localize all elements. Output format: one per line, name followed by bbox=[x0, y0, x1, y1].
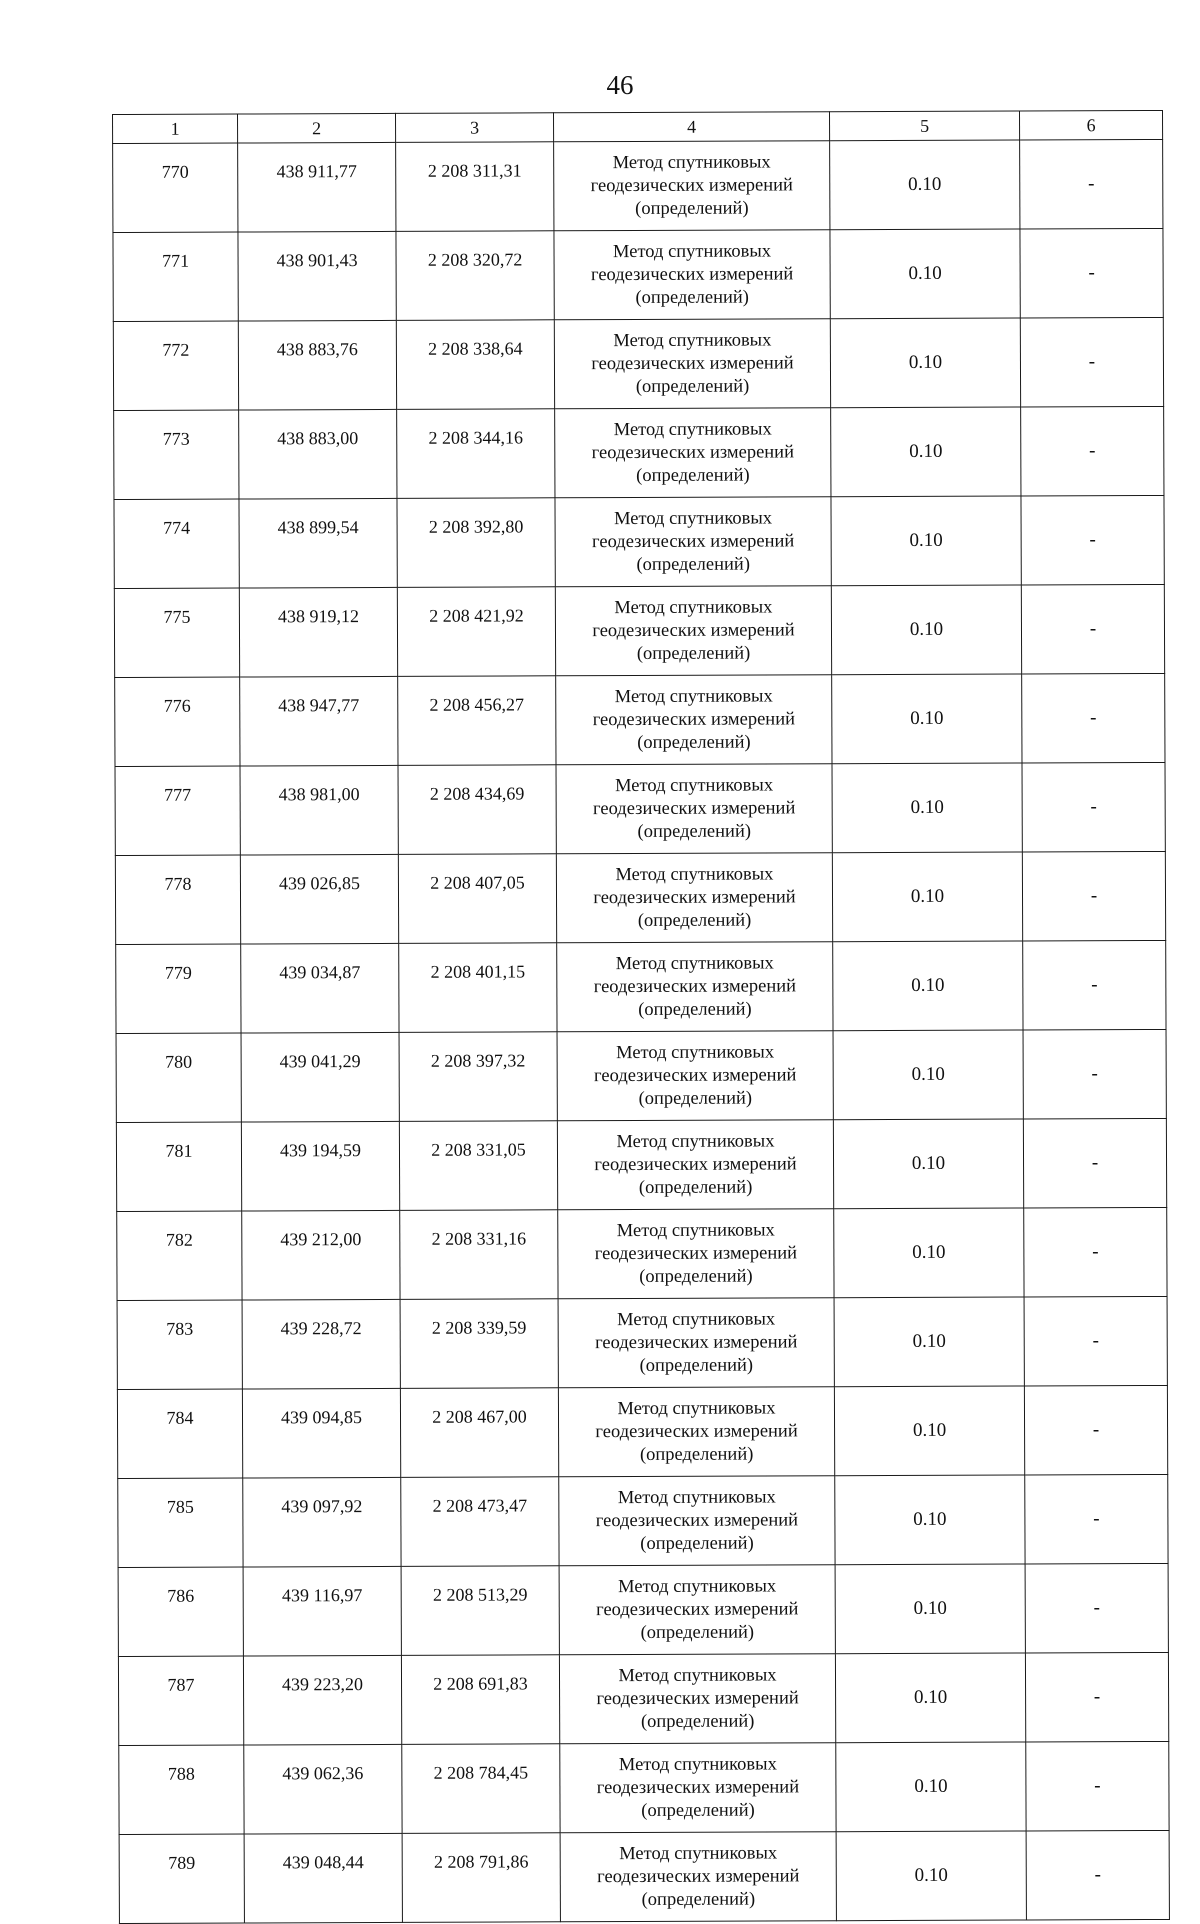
accuracy-cell: 0.10 bbox=[833, 1030, 1023, 1120]
method-line: (определений) bbox=[638, 1177, 753, 1198]
point-number-cell: 781 bbox=[116, 1122, 241, 1211]
point-number-cell: 786 bbox=[118, 1567, 243, 1656]
accuracy-cell: 0.10 bbox=[834, 1297, 1024, 1387]
method-line: Метод спутниковых bbox=[612, 151, 771, 173]
method-line: Метод спутниковых bbox=[612, 240, 772, 262]
point-number-cell: 779 bbox=[116, 944, 241, 1033]
accuracy-cell: 0.10 bbox=[831, 407, 1021, 497]
y-coordinate-cell: 2 208 434,69 bbox=[398, 765, 556, 855]
table-row bbox=[114, 495, 1164, 588]
x-coordinate-cell: 438 901,43 bbox=[238, 231, 396, 321]
method-cell bbox=[557, 1031, 833, 1121]
column-header-5: 5 bbox=[829, 111, 1019, 141]
accuracy-cell: 0.10 bbox=[834, 1386, 1024, 1476]
x-coordinate-cell: 438 899,54 bbox=[239, 498, 397, 588]
table-row bbox=[113, 317, 1163, 410]
point-number-cell: 787 bbox=[118, 1656, 243, 1745]
column-header-2: 2 bbox=[238, 113, 396, 143]
table-row bbox=[118, 1474, 1168, 1567]
method-line: геодезических измерений bbox=[595, 1331, 798, 1353]
method-cell bbox=[559, 1565, 835, 1655]
note-cell: - bbox=[1026, 1741, 1169, 1831]
method-line: (определений) bbox=[637, 732, 751, 753]
point-number-cell: 777 bbox=[115, 766, 240, 855]
point-number-cell: 774 bbox=[114, 499, 239, 588]
method-line: геодезических измерений bbox=[594, 1242, 798, 1264]
accuracy-cell: 0.10 bbox=[836, 1742, 1026, 1832]
x-coordinate-cell: 439 062,36 bbox=[244, 1744, 402, 1834]
table-header-row bbox=[113, 110, 1163, 143]
y-coordinate-cell: 2 208 421,92 bbox=[397, 587, 555, 677]
method-cell bbox=[556, 853, 832, 943]
method-line: геодезических измерений bbox=[591, 530, 795, 552]
method-line: Метод спутниковых bbox=[614, 507, 773, 529]
method-cell bbox=[555, 408, 831, 498]
table-row bbox=[117, 1385, 1167, 1478]
y-coordinate-cell: 2 208 473,47 bbox=[401, 1477, 559, 1567]
method-cell bbox=[558, 1298, 834, 1388]
method-line: геодезических измерений bbox=[590, 263, 794, 285]
method-cell bbox=[555, 497, 831, 587]
accuracy-cell: 0.10 bbox=[833, 1119, 1023, 1209]
table-row bbox=[118, 1563, 1168, 1656]
accuracy-cell: 0.10 bbox=[832, 674, 1022, 764]
method-cell bbox=[560, 1832, 836, 1922]
y-coordinate-cell: 2 208 513,29 bbox=[401, 1566, 559, 1656]
note-cell: - bbox=[1024, 1207, 1167, 1297]
method-line: (определений) bbox=[636, 643, 751, 664]
accuracy-cell: 0.10 bbox=[835, 1564, 1025, 1654]
method-line: Метод спутниковых bbox=[616, 1219, 775, 1241]
column-header-1: 1 bbox=[113, 114, 238, 143]
table-row bbox=[117, 1207, 1167, 1300]
method-line: (определений) bbox=[636, 554, 751, 575]
y-coordinate-cell: 2 208 397,32 bbox=[399, 1032, 557, 1122]
point-number-cell: 783 bbox=[117, 1300, 242, 1389]
table-row bbox=[117, 1296, 1167, 1389]
accuracy-cell: 0.10 bbox=[830, 318, 1020, 408]
table-row bbox=[115, 851, 1165, 944]
accuracy-cell: 0.10 bbox=[835, 1475, 1025, 1565]
accuracy-cell: 0.10 bbox=[836, 1831, 1026, 1921]
method-line: геодезических измерений bbox=[593, 886, 796, 908]
note-cell: - bbox=[1023, 940, 1166, 1030]
accuracy-cell: 0.10 bbox=[835, 1653, 1025, 1743]
table-row bbox=[118, 1652, 1168, 1745]
method-cell bbox=[554, 319, 830, 409]
table-row bbox=[116, 1118, 1166, 1211]
x-coordinate-cell: 439 097,92 bbox=[243, 1477, 401, 1567]
x-coordinate-cell: 439 223,20 bbox=[243, 1655, 401, 1745]
method-line: геодезических измерений bbox=[592, 619, 795, 641]
method-line: (определений) bbox=[638, 999, 752, 1020]
point-number-cell: 780 bbox=[116, 1033, 241, 1122]
y-coordinate-cell: 2 208 791,86 bbox=[402, 1833, 560, 1923]
note-cell: - bbox=[1024, 1296, 1167, 1386]
method-line: геодезических измерений bbox=[594, 1153, 797, 1175]
note-cell: - bbox=[1021, 584, 1164, 674]
method-line: геодезических измерений bbox=[592, 708, 796, 730]
point-number-cell: 772 bbox=[113, 321, 238, 410]
table-row bbox=[113, 139, 1163, 232]
method-line: (определений) bbox=[641, 1889, 756, 1910]
method-line: Метод спутниковых bbox=[615, 863, 774, 885]
method-cell bbox=[554, 141, 830, 231]
method-cell bbox=[556, 675, 832, 765]
accuracy-cell: 0.10 bbox=[830, 140, 1020, 230]
y-coordinate-cell: 2 208 344,16 bbox=[397, 409, 555, 499]
y-coordinate-cell: 2 208 320,72 bbox=[396, 231, 554, 321]
note-cell: - bbox=[1026, 1830, 1169, 1920]
method-line: геодезических измерений bbox=[596, 1687, 799, 1709]
x-coordinate-cell: 438 911,77 bbox=[238, 142, 396, 232]
table-body bbox=[113, 110, 1170, 1923]
x-coordinate-cell: 439 194,59 bbox=[241, 1121, 399, 1211]
method-line: геодезических измерений bbox=[592, 797, 796, 819]
method-line: (определений) bbox=[635, 376, 750, 397]
note-cell: - bbox=[1023, 1118, 1166, 1208]
method-cell bbox=[558, 1387, 834, 1477]
note-cell: - bbox=[1020, 317, 1163, 407]
method-cell bbox=[558, 1209, 834, 1299]
table-row bbox=[119, 1830, 1169, 1923]
column-header-3: 3 bbox=[395, 113, 553, 143]
y-coordinate-cell: 2 208 311,31 bbox=[396, 142, 554, 232]
accuracy-cell: 0.10 bbox=[831, 496, 1021, 586]
y-coordinate-cell: 2 208 392,80 bbox=[397, 498, 555, 588]
method-line: Метод спутниковых bbox=[619, 1842, 778, 1864]
coordinates-table bbox=[112, 110, 1170, 1924]
note-cell: - bbox=[1024, 1385, 1167, 1475]
note-cell: - bbox=[1025, 1563, 1168, 1653]
note-cell: - bbox=[1021, 406, 1164, 496]
method-line: (определений) bbox=[635, 287, 749, 308]
x-coordinate-cell: 438 981,00 bbox=[240, 765, 398, 855]
accuracy-cell: 0.10 bbox=[834, 1208, 1024, 1298]
method-line: (определений) bbox=[639, 1266, 753, 1287]
point-number-cell: 782 bbox=[117, 1211, 242, 1300]
y-coordinate-cell: 2 208 456,27 bbox=[398, 676, 556, 766]
method-cell bbox=[554, 230, 830, 320]
method-cell bbox=[556, 764, 832, 854]
method-cell bbox=[560, 1743, 836, 1833]
table-row bbox=[116, 1029, 1166, 1122]
note-cell: - bbox=[1023, 1029, 1166, 1119]
x-coordinate-cell: 438 947,77 bbox=[240, 676, 398, 766]
note-cell: - bbox=[1022, 851, 1165, 941]
method-line: Метод спутниковых bbox=[614, 596, 773, 618]
x-coordinate-cell: 439 228,72 bbox=[242, 1299, 400, 1389]
method-line: (определений) bbox=[641, 1800, 755, 1821]
method-line: (определений) bbox=[640, 1622, 755, 1643]
point-number-cell: 789 bbox=[119, 1834, 244, 1923]
point-number-cell: 775 bbox=[114, 588, 239, 677]
y-coordinate-cell: 2 208 407,05 bbox=[398, 854, 556, 944]
note-cell: - bbox=[1020, 139, 1163, 229]
column-header-4: 4 bbox=[553, 112, 829, 142]
method-line: геодезических измерений bbox=[597, 1865, 800, 1887]
method-line: геодезических измерений bbox=[590, 174, 793, 196]
method-line: (определений) bbox=[639, 1444, 754, 1465]
method-line: Метод спутниковых bbox=[614, 685, 773, 707]
method-line: (определений) bbox=[637, 821, 752, 842]
method-line: Метод спутниковых bbox=[613, 418, 772, 440]
method-cell bbox=[555, 586, 831, 676]
note-cell: - bbox=[1022, 762, 1165, 852]
x-coordinate-cell: 438 883,00 bbox=[239, 409, 397, 499]
y-coordinate-cell: 2 208 467,00 bbox=[400, 1388, 558, 1478]
x-coordinate-cell: 439 094,85 bbox=[242, 1388, 400, 1478]
method-line: геодезических измерений bbox=[593, 975, 797, 997]
method-line: геодезических измерений bbox=[596, 1776, 800, 1798]
note-cell: - bbox=[1025, 1652, 1168, 1742]
method-line: геодезических измерений bbox=[595, 1420, 798, 1442]
table-row bbox=[114, 584, 1164, 677]
accuracy-cell: 0.10 bbox=[831, 585, 1021, 675]
method-line: геодезических измерений bbox=[591, 352, 794, 374]
y-coordinate-cell: 2 208 339,59 bbox=[400, 1299, 558, 1389]
method-line: геодезических измерений bbox=[591, 441, 794, 463]
method-line: Метод спутниковых bbox=[617, 1486, 776, 1508]
method-line: геодезических измерений bbox=[594, 1064, 797, 1086]
y-coordinate-cell: 2 208 338,64 bbox=[396, 320, 554, 410]
y-coordinate-cell: 2 208 331,16 bbox=[400, 1210, 558, 1300]
x-coordinate-cell: 439 026,85 bbox=[240, 854, 398, 944]
table-row bbox=[114, 406, 1164, 499]
method-line: Метод спутниковых bbox=[617, 1397, 776, 1419]
table-row bbox=[115, 762, 1165, 855]
method-cell bbox=[559, 1654, 835, 1744]
method-line: Метод спутниковых bbox=[615, 952, 774, 974]
accuracy-cell: 0.10 bbox=[830, 229, 1020, 319]
x-coordinate-cell: 439 212,00 bbox=[242, 1210, 400, 1300]
method-line: (определений) bbox=[640, 1533, 754, 1554]
x-coordinate-cell: 438 919,12 bbox=[239, 587, 397, 677]
point-number-cell: 773 bbox=[114, 410, 239, 499]
point-number-cell: 770 bbox=[113, 143, 238, 232]
method-line: Метод спутниковых bbox=[618, 1575, 777, 1597]
method-line: (определений) bbox=[636, 465, 750, 486]
point-number-cell: 771 bbox=[113, 232, 238, 321]
method-line: Метод спутниковых bbox=[618, 1753, 777, 1775]
page-number: 46 bbox=[606, 70, 634, 100]
table-row bbox=[115, 673, 1165, 766]
table-row bbox=[113, 228, 1163, 321]
point-number-cell: 778 bbox=[115, 855, 240, 944]
accuracy-cell: 0.10 bbox=[833, 941, 1023, 1031]
method-line: Метод спутниковых bbox=[616, 1041, 775, 1063]
method-cell bbox=[557, 1120, 833, 1210]
method-line: Метод спутниковых bbox=[613, 329, 772, 351]
method-line: (определений) bbox=[635, 198, 749, 219]
note-cell: - bbox=[1022, 673, 1165, 763]
method-line: (определений) bbox=[637, 910, 752, 931]
x-coordinate-cell: 439 041,29 bbox=[241, 1032, 399, 1122]
x-coordinate-cell: 439 048,44 bbox=[244, 1833, 402, 1923]
accuracy-cell: 0.10 bbox=[832, 852, 1022, 942]
point-number-cell: 776 bbox=[115, 677, 240, 766]
method-cell bbox=[559, 1476, 835, 1566]
method-line: (определений) bbox=[640, 1711, 755, 1732]
note-cell: - bbox=[1021, 495, 1164, 585]
method-line: Метод спутниковых bbox=[616, 1130, 775, 1152]
y-coordinate-cell: 2 208 331,05 bbox=[399, 1121, 557, 1211]
point-number-cell: 784 bbox=[117, 1389, 242, 1478]
x-coordinate-cell: 439 034,87 bbox=[241, 943, 399, 1033]
point-number-cell: 785 bbox=[118, 1478, 243, 1567]
accuracy-cell: 0.10 bbox=[832, 763, 1022, 853]
method-line: геодезических измерений bbox=[596, 1598, 799, 1620]
table-row bbox=[116, 940, 1166, 1033]
note-cell: - bbox=[1020, 228, 1163, 318]
method-line: (определений) bbox=[639, 1355, 754, 1376]
y-coordinate-cell: 2 208 401,15 bbox=[399, 943, 557, 1033]
method-line: Метод спутниковых bbox=[618, 1664, 777, 1686]
y-coordinate-cell: 2 208 691,83 bbox=[401, 1655, 559, 1745]
table-row bbox=[119, 1741, 1169, 1834]
x-coordinate-cell: 438 883,76 bbox=[238, 320, 396, 410]
method-line: Метод спутниковых bbox=[617, 1308, 776, 1330]
note-cell: - bbox=[1025, 1474, 1168, 1564]
x-coordinate-cell: 439 116,97 bbox=[243, 1566, 401, 1656]
method-line: Метод спутниковых bbox=[615, 774, 774, 796]
method-line: геодезических измерений bbox=[595, 1509, 799, 1531]
point-number-cell: 788 bbox=[119, 1745, 244, 1834]
method-line: (определений) bbox=[638, 1088, 753, 1109]
method-cell bbox=[557, 942, 833, 1032]
y-coordinate-cell: 2 208 784,45 bbox=[402, 1744, 560, 1834]
column-header-6: 6 bbox=[1019, 110, 1162, 140]
